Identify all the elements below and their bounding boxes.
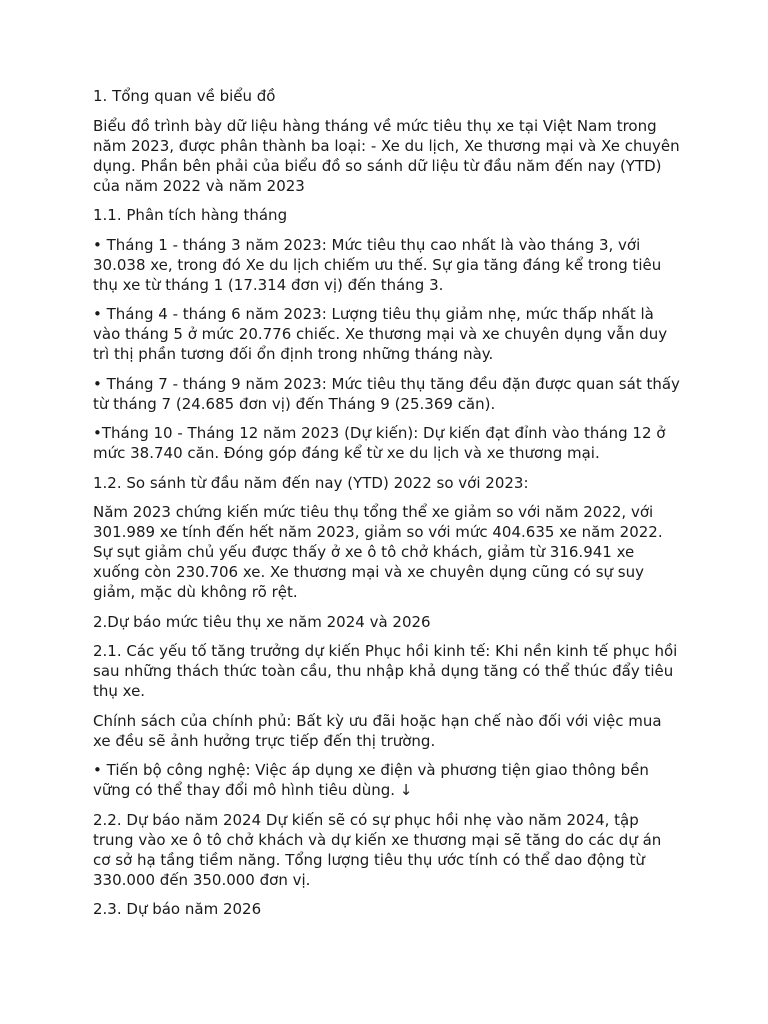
- heading-forecast: 2.Dự báo mức tiêu thụ xe năm 2024 và 2026: [93, 612, 431, 631]
- bullet-q4: •Tháng 10 - Tháng 12 năm 2023 (Dự kiến): Dự kiến đạt đỉnh vào tháng 12 ở mức 38.740 căn. Đóng góp đáng kể từ xe du lịch và xe thương mại.: [93, 424, 666, 462]
- heading-forecast-2026: 2.3. Dự báo năm 2026: [93, 900, 262, 918]
- paragraph-growth-factors: 2.1. Các yếu tố tăng trưởng dự kiến Phục hồi kinh tế: Khi nền kinh tế phục hồi sau những thách thức toàn cầu, thu nhập khả dụng tăng có thể thúc đẩy tiêu thụ xe.: [93, 642, 678, 700]
- bullet-q1: • Tháng 1 - tháng 3 năm 2023: Mức tiêu thụ cao nhất là vào tháng 3, với 30.038 xe, trong đó Xe du lịch chiếm ưu thế. Sự gia tăng đáng kể trong tiêu thụ xe từ tháng 1 (17.314 đơn vị) đến tháng 3.: [93, 235, 662, 294]
- paragraph-ytd: Năm 2023 chứng kiến mức tiêu thụ tổng thể xe giảm so với năm 2022, với 301.989 xe tính đến hết năm 2023, giảm so với mức 404.635 xe năm 2022. Sự sụt giảm chủ yếu được thấy ở xe ô tô chở khách, giảm từ 316.941 xe xuống còn 230.706 xe. Xe thương mại và xe chuyên dụng cũng có sự suy giảm, mặc dù không rõ rệt.: [93, 503, 663, 601]
- paragraph-intro: Biểu đồ trình bày dữ liệu hàng tháng về mức tiêu thụ xe tại Việt Nam trong năm 2023, được phân thành ba loại: - Xe du lịch, Xe thương mại và Xe chuyên dụng. Phần bên phải của biểu đồ so sánh dữ liệu từ đầu năm đến nay (YTD) của năm 2022 và năm 2023: [93, 116, 680, 195]
- bullet-q2: • Tháng 4 - tháng 6 năm 2023: Lượng tiêu thụ giảm nhẹ, mức thấp nhất là vào tháng 5 ở mức 20.776 chiếc. Xe thương mại và xe chuyên dụng vẫn duy trì thị phần tương đối ổn định trong những tháng này.: [93, 305, 668, 363]
- heading-monthly-analysis: 1.1. Phân tích hàng tháng: [93, 206, 288, 224]
- heading-ytd-comparison: 1.2. So sánh từ đầu năm đến nay (YTD) 2022 so với 2023:: [93, 473, 529, 492]
- paragraph-government-policy: Chính sách của chính phủ: Bất kỳ ưu đãi hoặc hạn chế nào đối với việc mua xe đều sẽ ảnh hưởng trực tiếp đến thị trường.: [93, 711, 662, 750]
- heading-overview: 1. Tổng quan về biểu đồ: [93, 87, 276, 105]
- bullet-q3: • Tháng 7 - tháng 9 năm 2023: Mức tiêu thụ tăng đều đặn được quan sát thấy từ tháng 7 (24.685 đơn vị) đến Tháng 9 (25.369 căn).: [93, 374, 680, 413]
- document-body: [93, 86, 683, 929]
- bullet-technology: • Tiến bộ công nghệ: Việc áp dụng xe điện và phương tiện giao thông bền vững có thể thay đổi mô hình tiêu dùng. ↓: [93, 761, 649, 799]
- paragraph-forecast-2024: 2.2. Dự báo năm 2024 Dự kiến sẽ có sự phục hồi nhẹ vào năm 2024, tập trung vào xe ô tô chở khách và dự kiến xe thương mại sẽ tăng do các dự án cơ sở hạ tầng tiềm năng. Tổng lượng tiêu thụ ước tính có thể dao động từ 330.000 đến 350.000 đơn vị.: [93, 810, 662, 889]
